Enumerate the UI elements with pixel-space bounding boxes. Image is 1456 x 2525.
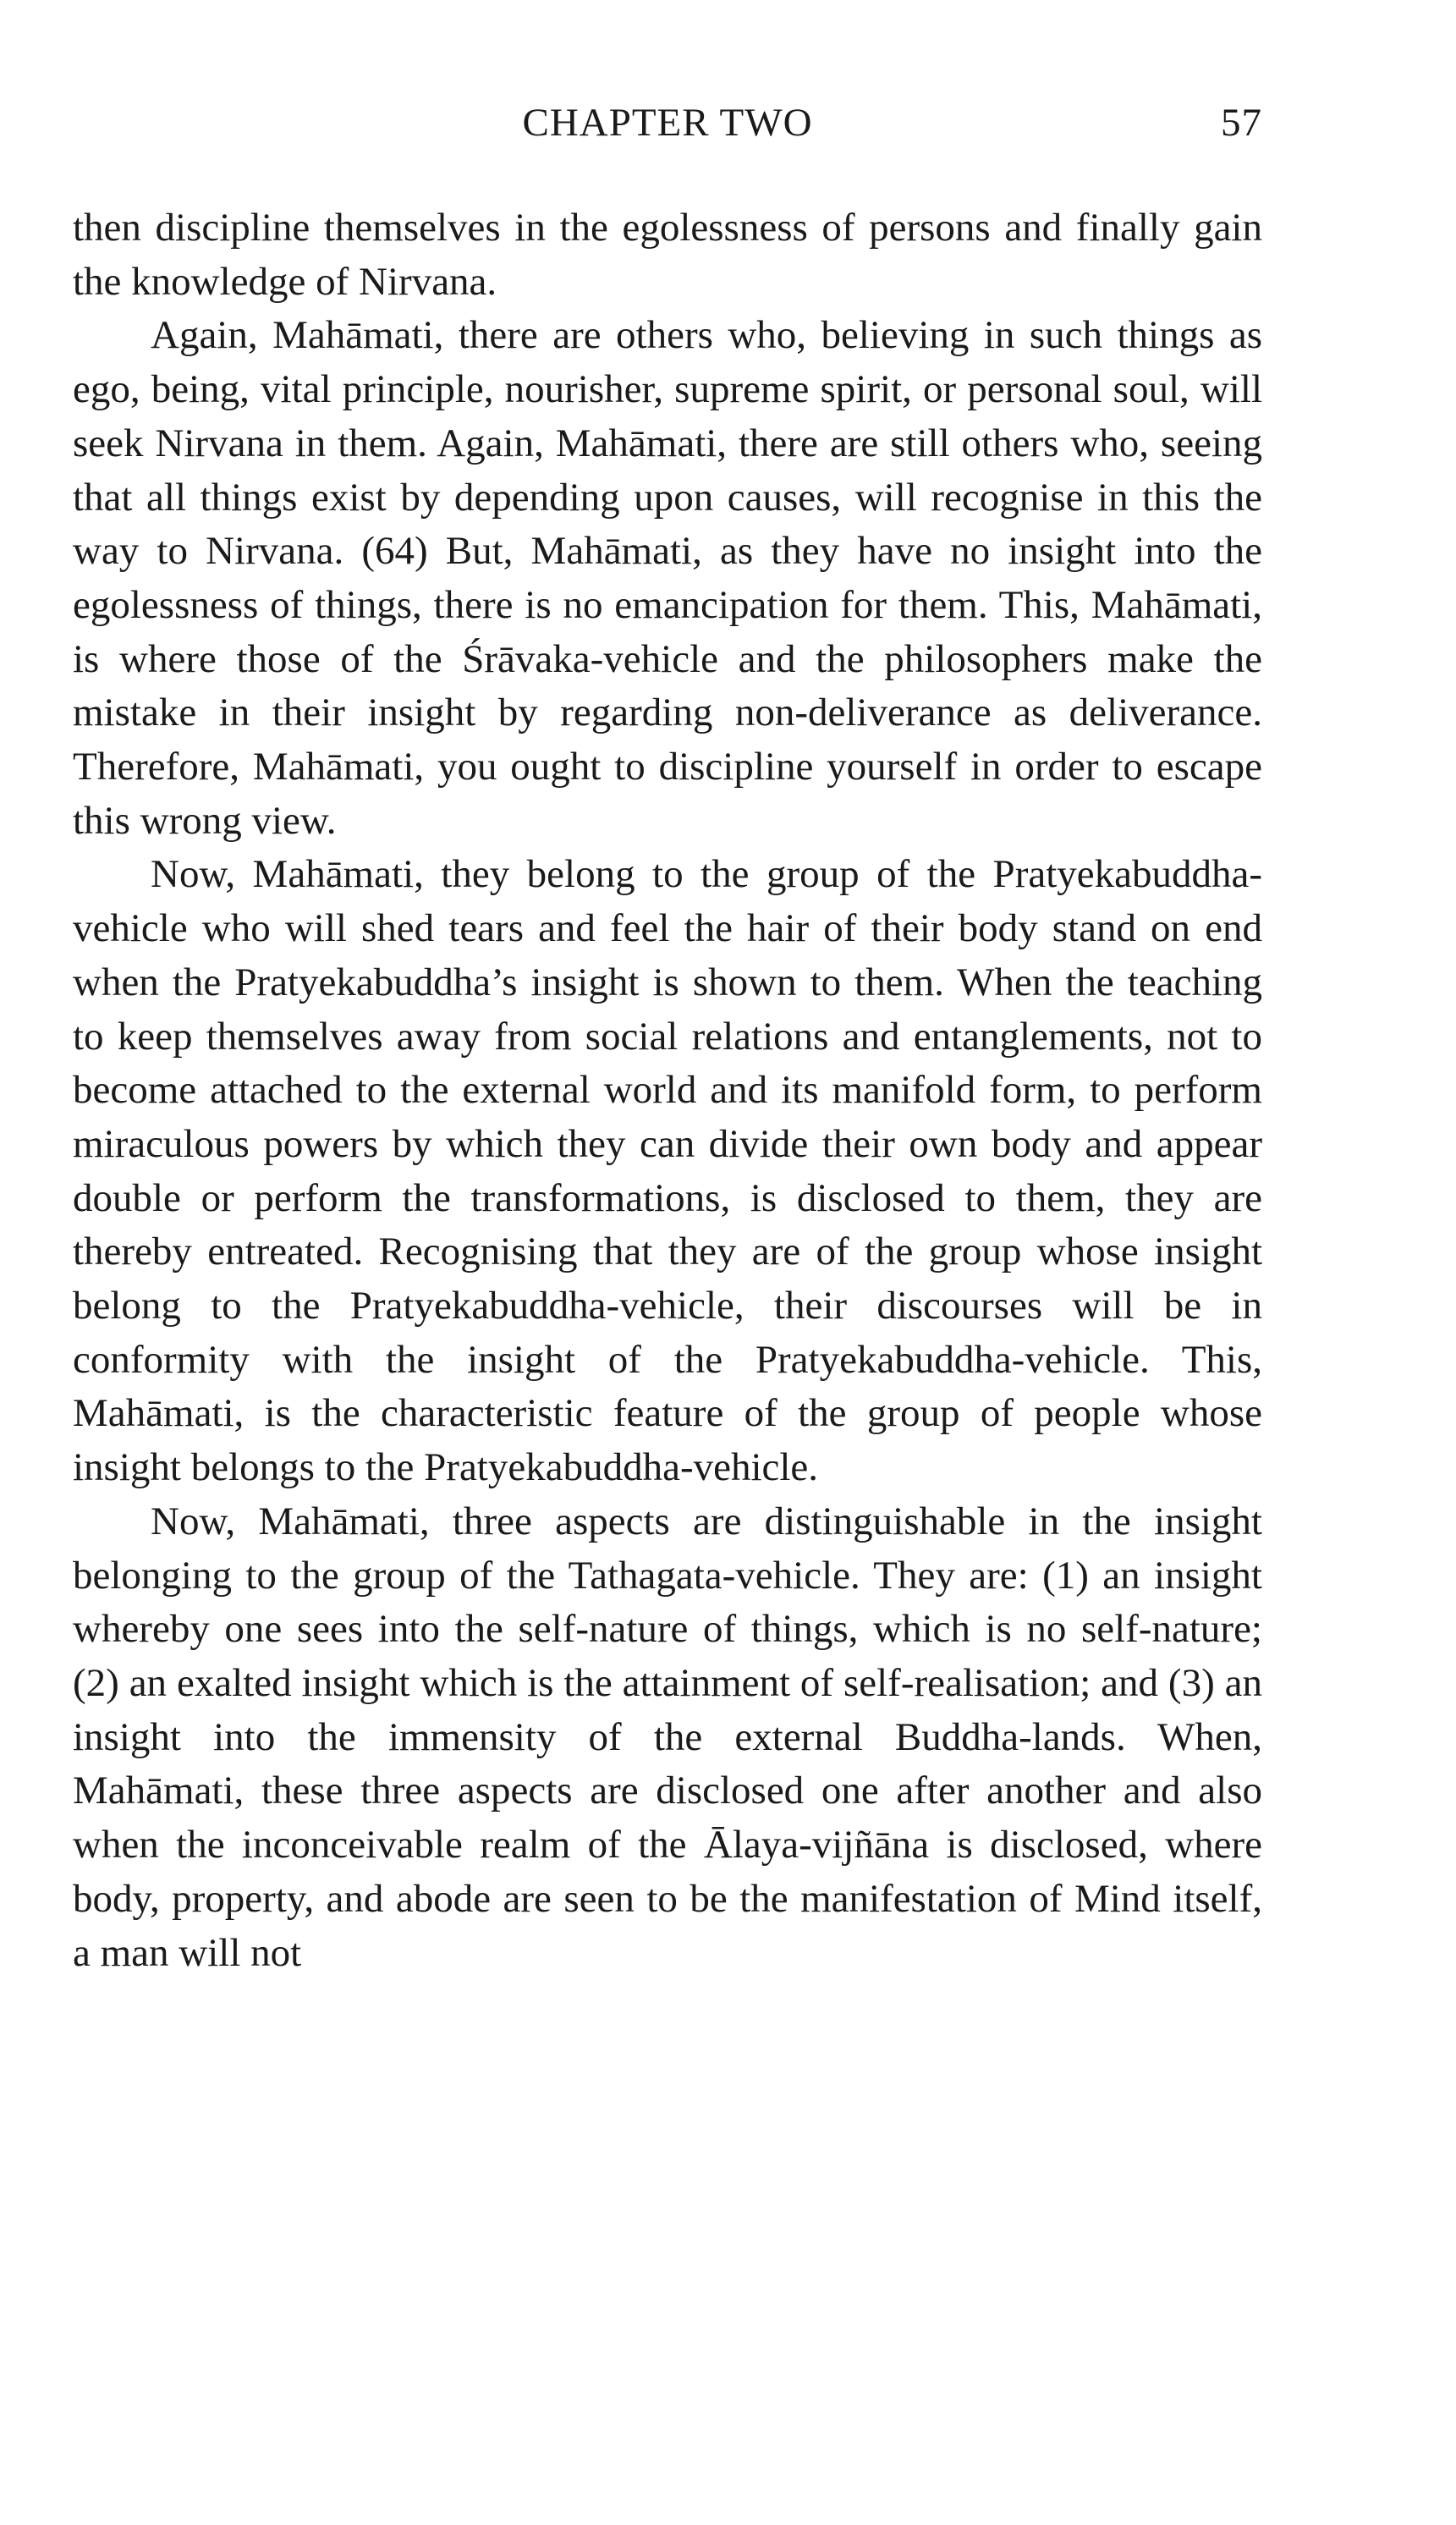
- running-head: [73, 100, 1262, 159]
- paragraph: Now, Mahāmati, they belong to the group of the Pratyekabuddha-vehicle who will shed tears and feel the hair of their body stand on end when the Pratyekabuddha’s insight is shown to them. When the teaching to keep themselves away from social relations and entanglements, not to become attached to the external world and its manifold form, to perform miraculous powers by which they can divide their own body and appear double or perform the transformations, is disclosed to them, they are thereby entreated. Recognising that they are of the group whose insight belong to the Pratyekabuddha-vehicle, their discourses will be in conformity with the insight of the Pratyekabuddha-vehicle. This, Mahāmati, is the characteristic feature of the group of people whose insight belongs to the Pratyekabuddha-vehicle.: [73, 852, 1262, 1490]
- chapter-title: CHAPTER TWO: [522, 101, 813, 145]
- paragraph: Again, Mahāmati, there are others who, believing in such things as ego, being, vital principle, nourisher, supreme spirit, or personal soul, will seek Nirvana in them. Again, Mahāmati, there are still others who, seeing that all things exist by depending upon causes, will recognise in this the way to Nirvana. (64) But, Mahāmati, as they have no insight into the egolessness of things, there is no emancipation for them. This, Mahāmati, is where those of the Śrāvaka-vehicle and the philosophers make the mistake in their insight by regarding non-deliverance as deliverance. Therefore, Mahāmati, you ought to discipline yourself in order to escape this wrong view.: [73, 313, 1262, 843]
- paragraph: Now, Mahāmati, three aspects are distinguishable in the insight belonging to the group of the Tathagata-vehicle. They are: (1) an insight whereby one sees into the self-nature of things, which is no self-nature; (2) an exalted insight which is the attainment of self-realisation; and (3) an insight into the immensity of the external Buddha-lands. When, Mahāmati, these three aspects are disclosed one after another and also when the inconceivable realm of the Ālaya-vijñāna is disclosed, where body, property, and abode are seen to be the manifestation of Mind itself, a man will not: [73, 1499, 1262, 1975]
- paragraph-continuation: then discipline themselves in the egolessness of persons and finally gain the knowledge of Nirvana.: [73, 206, 1262, 304]
- page-number: 57: [1221, 101, 1262, 145]
- body-text: [73, 201, 1262, 1980]
